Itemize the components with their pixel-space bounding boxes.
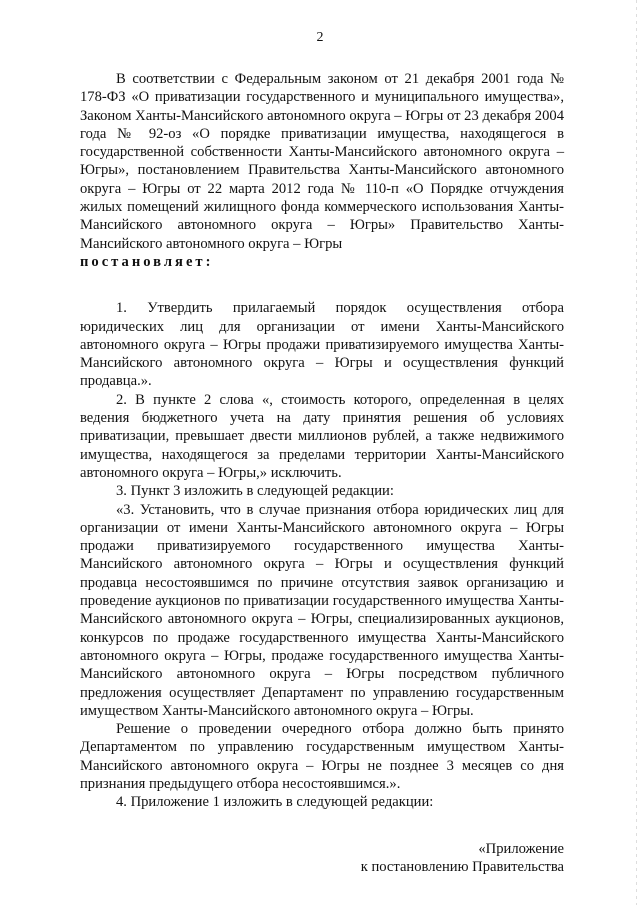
paragraph-2: 2. В пункте 2 слова «, стоимость которого, определенная в целях ведения бюджетного учета на дату принятия решения об условиях приватизации, превышает двести миллионов рублей, а также недвижимого имущества, находящегося за пределами территории Ханты-Мансийского автономного округа – Югры,» исключить. — [80, 391, 564, 481]
paragraph-4: 4. Приложение 1 изложить в следующей редакции: — [116, 794, 434, 811]
resolves-heading: постановляет: — [80, 253, 214, 270]
document-body — [80, 70, 564, 876]
scan-edge — [636, 0, 637, 905]
preamble-paragraph: В соответствии с Федеральным законом от 21 декабря 2001 года № 178-ФЗ «О приватизации государственного и муниципального имущества», Законом Ханты-Мансийского автономного округа – Югры от 23 декабря 2004 года № 92-оз «О порядке приватизации имущества, находящегося в государственной собственности Ханты-Мансийского автономного округа – Югры», постановлением Правительства Ханты-Мансийского автономного округа – Югры от 22 марта 2012 года № 110-п «О Порядке отчуждения жилых помещений жилищного фонда коммерческого использования Ханты-Мансийского автономного округа – Югры» Правительство Ханты-Мансийского автономного округа – Югры — [80, 71, 564, 252]
paragraph-3-text: «3. Установить, что в случае признания отбора юридических лиц для организации от имени Ханты-Мансийского автономного округа – Югры продажи приватизируемого государственного имущества Ханты-Мансийского автономного округа – Югры и осуществления функций продавца несостоявшимся по причине отсутствия заявок организацию и проведение аукционов по приватизации государственного имущества Ханты-Мансийского автономного округа – Югры, специализированных аукционов, конкурсов по продаже государственного имущества Ханты-Мансийского автономного округа – Югры, продаже государственного имущества Ханты-Мансийского автономного округа – Югры посредством публичного предложения осуществляет Департамент по управлению государственным имуществом Ханты-Мансийского автономного округа – Югры. — [80, 501, 564, 719]
appendix-heading — [80, 840, 564, 877]
appendix-line-1: «Приложение — [478, 840, 564, 857]
paragraph-1: 1. Утвердить прилагаемый порядок осуществления отбора юридических лиц для организации от имени Ханты-Мансийского автономного округа – Югры продажи приватизируемого имущества Ханты-Мансийского автономного округа – Югры и осуществления функций продавца.». — [80, 300, 564, 390]
paragraph-decision: Решение о проведении очередного отбора должно быть принято Департаментом по управлению государственным имуществом Ханты-Мансийского автономного округа – Югры не позднее 3 месяцев со дня признания предыдущего отбора несостоявшимся.». — [80, 721, 564, 792]
appendix-line-2: к постановлению Правительства — [360, 858, 564, 875]
page-number: 2 — [316, 30, 324, 45]
paragraph-3: 3. Пункт 3 изложить в следующей редакции: — [116, 483, 394, 500]
